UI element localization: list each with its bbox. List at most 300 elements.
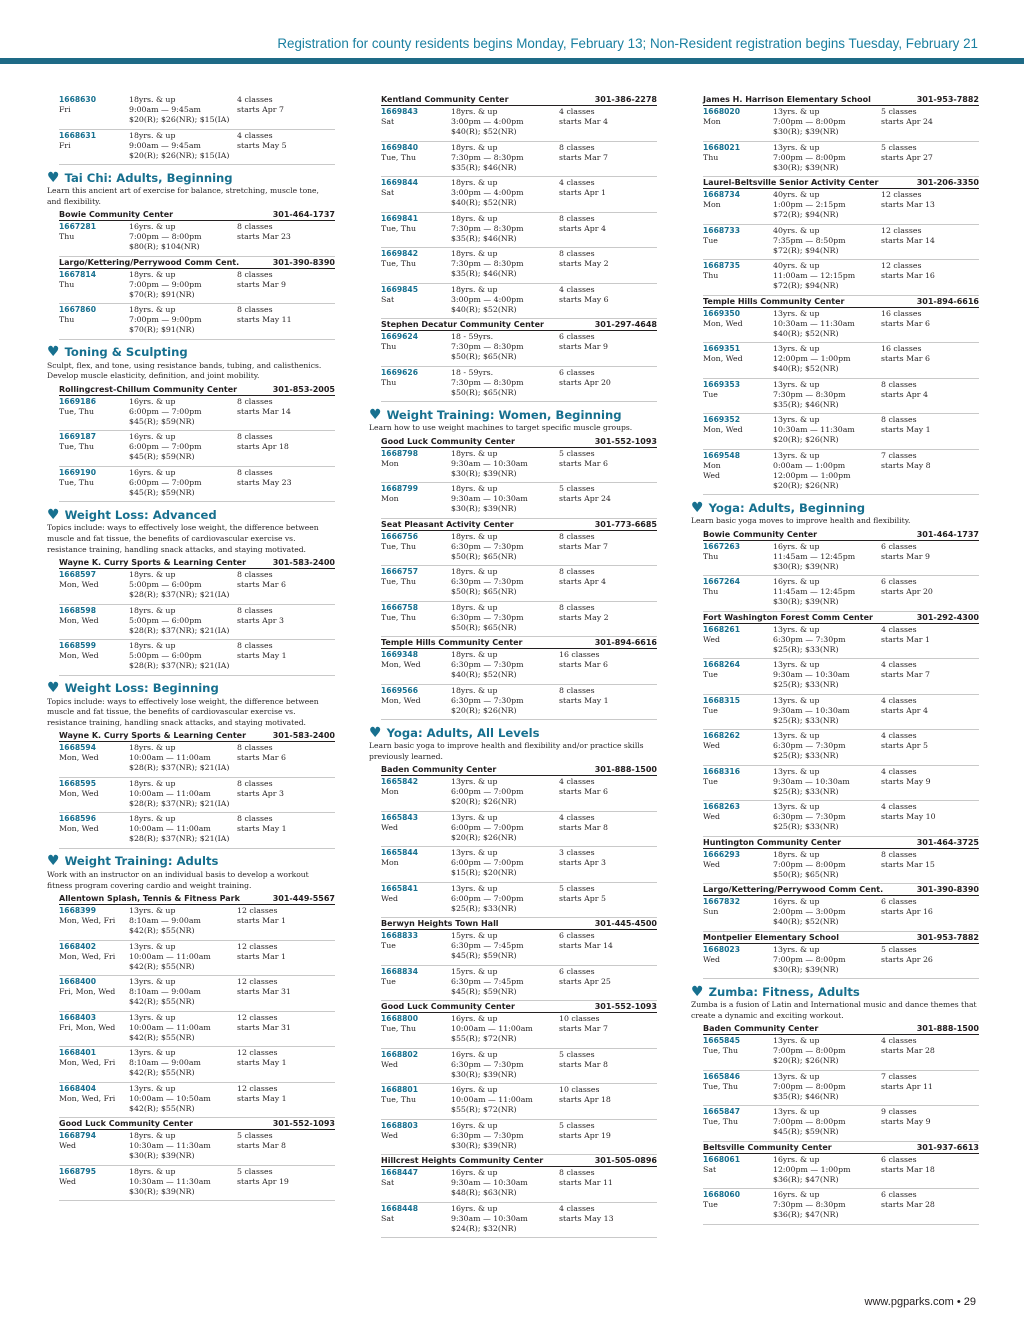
class-row (59, 742, 335, 778)
class-age: 16yrs. & up (451, 1203, 498, 1213)
location-phone: 301-894-6616 (594, 638, 657, 648)
class-days: Mon, Wed (703, 425, 743, 434)
class-fee: $45(R); $59(NR) (129, 452, 195, 462)
class-time: 6:30pm — 7:30pm (451, 695, 524, 705)
class-days: Tue, Thu (59, 406, 95, 416)
class-row (381, 566, 657, 602)
class-count: 8 classes (559, 531, 595, 541)
location-header (59, 209, 335, 221)
class-fee: $30(R); $39(NR) (451, 1140, 517, 1150)
class-start: starts Mar 7 (559, 1024, 608, 1034)
class-count: 5 classes (559, 883, 595, 893)
location-phone: 301-552-1093 (272, 1119, 335, 1129)
class-days: Thu (59, 279, 75, 289)
class-fee: $40(R); $52(NR) (451, 670, 517, 680)
class-code: 1668630 (59, 95, 96, 104)
class-fee: $25(R); $33(NR) (773, 751, 839, 761)
class-start: starts Mar 1 (237, 951, 286, 961)
class-age: 16yrs. & up (773, 541, 820, 551)
class-time: 6:30pm — 7:30pm (451, 577, 524, 587)
class-row (59, 467, 335, 503)
class-age: 18yrs. & up (129, 1131, 176, 1141)
class-start: starts Apr 18 (237, 442, 289, 452)
class-count: 8 classes (237, 222, 273, 232)
class-age: 18yrs. & up (129, 778, 176, 788)
class-count: 4 classes (559, 812, 595, 822)
class-days: Thu (703, 271, 719, 280)
class-fee: $40(R); $52(NR) (451, 304, 517, 314)
class-row (381, 930, 657, 966)
class-age: 13yrs. & up (773, 802, 820, 812)
class-start: starts Mar 6 (559, 458, 608, 468)
heart-icon: ♥ (369, 406, 382, 423)
class-row (381, 883, 657, 919)
class-code: 1669844 (381, 178, 418, 187)
class-start: starts Mar 8 (559, 822, 608, 832)
class-fee: $50(R); $65(NR) (451, 387, 517, 397)
class-code: 1668599 (59, 641, 96, 651)
class-row (59, 1166, 335, 1202)
location-name: Largo/Kettering/Perrywood Comm Cent. (703, 885, 884, 895)
class-row (59, 396, 335, 432)
class-time: 3:00pm — 4:00pm (451, 188, 524, 197)
class-days: Tue, Thu (381, 1024, 417, 1034)
class-count: 12 classes (237, 1048, 278, 1058)
class-fee: $45(R); $59(NR) (129, 416, 195, 426)
class-start: starts Apr 11 (881, 1081, 933, 1091)
class-fee: $20(R); $26(NR) (451, 797, 517, 807)
location-header (59, 557, 335, 569)
class-row (59, 431, 335, 467)
class-age: 13yrs. & up (773, 1036, 820, 1046)
class-time: 7:30pm — 8:30pm (773, 389, 846, 399)
class-count: 10 classes (559, 1085, 600, 1095)
class-fee: $28(R); $37(NR); $21(IA) (129, 661, 230, 671)
location-phone: 301-464-1737 (272, 210, 335, 220)
class-days: Wed (703, 954, 720, 964)
class-days: Mon, Wed (381, 660, 421, 670)
class-time: 10:00am — 11:00am (129, 753, 211, 763)
location-name: Good Luck Community Center (59, 1119, 193, 1129)
class-start: starts May 1 (881, 425, 931, 434)
class-start: starts Mar 6 (559, 660, 608, 670)
class-age: 13yrs. & up (773, 944, 820, 954)
class-fee: $25(R); $33(NR) (773, 786, 839, 796)
class-row (59, 605, 335, 641)
class-row (381, 1167, 657, 1203)
class-fee: $20(R); $26(NR); $15(IA) (129, 150, 230, 160)
class-start: starts Mar 1 (881, 634, 930, 644)
class-fee: $30(R); $39(NR) (451, 504, 517, 514)
class-count: 8 classes (237, 432, 273, 442)
class-code: 1668021 (703, 142, 740, 152)
class-age: 16yrs. & up (773, 1190, 820, 1200)
class-start: starts Apr 5 (559, 893, 606, 903)
section-title-text: Weight Training: Women, Beginning (386, 407, 622, 422)
class-time: 7:00pm — 8:00pm (773, 1046, 846, 1056)
class-start: starts May 1 (237, 651, 287, 661)
class-age: 18yrs. & up (451, 249, 498, 258)
location-phone: 301-583-2400 (272, 731, 335, 741)
class-time: 9:30am — 10:30am (451, 1213, 528, 1223)
class-fee: $28(R); $37(NR); $21(IA) (129, 834, 230, 844)
class-start: starts Mar 8 (559, 1059, 608, 1069)
class-time: 7:30pm — 8:30pm (451, 152, 524, 162)
class-code: 1665846 (703, 1071, 740, 1081)
class-code: 1668598 (59, 605, 96, 615)
class-age: 13yrs. & up (773, 766, 820, 776)
class-code: 1668261 (703, 624, 740, 634)
location-header (381, 1001, 657, 1013)
class-days: Tue, Thu (381, 223, 417, 233)
class-age: 18yrs. & up (129, 814, 176, 824)
class-code: 1665844 (381, 848, 418, 858)
class-count: 4 classes (881, 660, 917, 670)
class-start: starts Apr 1 (559, 188, 606, 197)
class-age: 18 - 59yrs. (451, 332, 494, 341)
class-days: Tue, Thu (381, 577, 417, 587)
class-fee: $20(R); $26(NR) (451, 832, 517, 842)
location-phone: 301-552-1093 (594, 1002, 657, 1012)
class-count: 4 classes (881, 1036, 917, 1046)
location-header (703, 1142, 979, 1154)
class-count: 12 classes (881, 261, 922, 270)
class-count: 5 classes (237, 1131, 273, 1141)
class-count: 6 classes (559, 966, 595, 976)
location-phone: 301-505-0896 (594, 1156, 657, 1166)
heart-icon: ♥ (47, 853, 60, 870)
class-days: Thu (381, 377, 397, 387)
class-fee: $45(R); $59(NR) (773, 1127, 839, 1137)
class-start: starts May 8 (881, 460, 931, 470)
class-time: 11:45am — 12:45pm (773, 551, 856, 561)
location-phone: 301-390-8390 (916, 885, 979, 895)
class-count: 8 classes (559, 249, 595, 258)
class-days: Tue, Thu (703, 1117, 739, 1127)
class-code: 1665845 (703, 1036, 740, 1046)
class-age: 16yrs. & up (773, 577, 820, 587)
class-age: 18yrs. & up (451, 685, 498, 695)
location-phone: 301-390-8390 (272, 257, 335, 267)
class-days: Tue, Thu (381, 259, 417, 268)
class-start: starts Apr 3 (237, 615, 284, 625)
class-code: 1666293 (703, 849, 740, 859)
location-name: Fort Washington Forest Comm Center (703, 612, 873, 622)
location-header (59, 893, 335, 905)
class-row (703, 308, 979, 344)
class-count: 6 classes (881, 1190, 917, 1200)
class-code: 1668060 (703, 1190, 740, 1200)
class-days: Tue, Thu (703, 1046, 739, 1056)
class-time: 6:00pm — 7:00pm (129, 406, 202, 416)
location-name: Baden Community Center (703, 1024, 819, 1034)
location-phone: 301-386-2278 (594, 95, 657, 104)
class-fee: $55(R); $72(NR) (451, 1105, 517, 1115)
class-time: 6:30pm — 7:30pm (773, 634, 846, 644)
class-age: 40yrs. & up (773, 225, 820, 235)
location-name: Beltsville Community Center (703, 1142, 832, 1152)
class-time: 5:00pm — 6:00pm (129, 580, 202, 590)
class-code: 1667264 (703, 577, 740, 587)
class-count: 16 classes (881, 344, 922, 353)
class-age: 18yrs. & up (451, 567, 498, 577)
class-start: starts Apr 3 (559, 858, 606, 868)
class-count: 12 classes (881, 190, 922, 199)
class-code: 1668631 (59, 130, 96, 140)
class-code: 1669842 (381, 249, 418, 258)
class-count: 5 classes (881, 107, 917, 116)
class-count: 12 classes (881, 225, 922, 235)
class-count: 3 classes (559, 848, 595, 858)
location-header (703, 837, 979, 849)
class-fee: $72(R); $94(NR) (773, 210, 839, 219)
heart-icon: ♥ (369, 724, 382, 741)
class-count: 8 classes (881, 415, 917, 424)
class-age: 13yrs. & up (451, 848, 498, 858)
class-count: 12 classes (237, 977, 278, 987)
class-age: 18yrs. & up (129, 130, 176, 140)
class-start: starts Apr 25 (559, 976, 611, 986)
class-days: Tue (703, 705, 718, 715)
class-row (703, 576, 979, 612)
class-age: 13yrs. & up (451, 777, 498, 787)
class-start: starts Apr 26 (881, 954, 933, 964)
class-age: 13yrs. & up (773, 1107, 820, 1117)
class-start: starts Apr 18 (559, 1095, 611, 1105)
class-start: starts Mar 7 (881, 670, 930, 680)
class-count: 6 classes (881, 1154, 917, 1164)
class-age: 18yrs. & up (451, 448, 498, 458)
class-time: 6:00pm — 7:00pm (451, 893, 524, 903)
class-fee: $30(R); $39(NR) (773, 162, 839, 172)
class-start: starts May 13 (559, 1213, 614, 1223)
location-name: Bowie Community Center (59, 210, 174, 220)
class-start: starts Apr 24 (881, 117, 933, 126)
class-fee: $35(R); $46(NR) (451, 233, 517, 243)
class-count: 8 classes (237, 467, 273, 477)
class-count: 4 classes (237, 130, 273, 140)
class-row (703, 379, 979, 415)
location-name: Good Luck Community Center (381, 1002, 515, 1012)
location-header (703, 529, 979, 541)
class-fee: $50(R); $65(NR) (451, 622, 517, 632)
class-time: 6:30pm — 7:30pm (773, 812, 846, 822)
class-fee: $25(R); $33(NR) (773, 680, 839, 690)
class-start: starts Mar 4 (559, 117, 608, 126)
section-title-text: Tai Chi: Adults, Beginning (64, 170, 233, 185)
class-fee: $42(R); $55(NR) (129, 1103, 195, 1113)
class-row (381, 1084, 657, 1120)
class-row (381, 106, 657, 142)
class-row (703, 659, 979, 695)
class-count: 4 classes (881, 624, 917, 634)
section-title-text: Yoga: Adults, Beginning (708, 500, 866, 515)
class-fee: $70(R); $91(NR) (129, 289, 195, 299)
class-row (703, 260, 979, 296)
location-name: Rollingcrest-Chillum Community Center (59, 384, 238, 394)
class-days: Mon, Wed (59, 580, 99, 590)
class-days: Wed (703, 741, 720, 751)
class-start: starts May 1 (237, 1093, 287, 1103)
heart-icon: ♥ (691, 983, 704, 1000)
class-fee: $42(R); $55(NR) (129, 997, 195, 1007)
class-age: 16yrs. & up (129, 222, 176, 232)
class-time: 8:10am — 9:00am (129, 987, 201, 997)
location-name: Berwyn Heights Town Hall (381, 919, 499, 929)
class-age: 18yrs. & up (451, 650, 498, 660)
class-age: 18yrs. & up (773, 849, 820, 859)
class-fee: $72(R); $94(NR) (773, 281, 839, 290)
location-name: Temple Hills Community Center (381, 638, 523, 648)
class-fee: $25(R); $33(NR) (451, 903, 517, 913)
class-code: 1668447 (381, 1168, 418, 1178)
class-fee: $48(R); $63(NR) (451, 1188, 517, 1198)
class-time: 7:00pm — 8:00pm (773, 152, 846, 162)
class-age: 13yrs. & up (773, 379, 820, 389)
class-age: 18yrs. & up (451, 284, 498, 294)
class-time: 7:00pm — 8:00pm (773, 954, 846, 964)
class-count: 12 classes (237, 1012, 278, 1022)
class-start: starts Mar 6 (559, 787, 608, 797)
class-age: 18yrs. & up (129, 305, 176, 315)
class-time: 10:30am — 11:30am (773, 318, 855, 328)
class-days: Mon (703, 460, 721, 470)
class-time: 6:30pm — 7:30pm (773, 741, 846, 751)
class-code: 1668733 (703, 225, 740, 235)
class-days: Mon, Wed, Fri (59, 1058, 116, 1068)
class-count: 4 classes (559, 178, 595, 187)
class-time: 10:00am — 11:00am (129, 951, 211, 961)
class-row (59, 905, 335, 941)
class-row (703, 730, 979, 766)
class-count: 7 classes (881, 450, 917, 460)
class-age: 13yrs. & up (129, 1083, 176, 1093)
class-time: 2:00pm — 3:00pm (773, 907, 846, 917)
class-code: 1666756 (381, 531, 418, 541)
class-start: starts Mar 23 (237, 232, 291, 242)
section-title-text: Toning & Sculpting (64, 345, 188, 360)
class-code: 1669351 (703, 344, 740, 353)
heart-icon: ♥ (691, 499, 704, 516)
class-time: 6:30pm — 7:30pm (451, 660, 524, 670)
class-count: 4 classes (559, 284, 595, 294)
class-row (381, 177, 657, 213)
class-count: 8 classes (559, 1168, 595, 1178)
class-days: Fri (59, 105, 71, 114)
class-fee: $72(R); $94(NR) (773, 245, 839, 255)
class-age: 15yrs. & up (451, 966, 498, 976)
class-fee: $30(R); $39(NR) (773, 561, 839, 571)
class-row (703, 450, 979, 496)
heart-icon: ♥ (47, 169, 60, 186)
class-fee: $42(R); $55(NR) (129, 961, 195, 971)
class-start: starts Apr 16 (881, 907, 933, 917)
class-count: 4 classes (881, 802, 917, 812)
class-age: 18yrs. & up (451, 142, 498, 152)
class-age: 16yrs. & up (129, 396, 176, 406)
class-code: 1668794 (59, 1131, 96, 1141)
class-row (381, 776, 657, 812)
class-age: 40yrs. & up (773, 190, 820, 199)
class-time: 7:00pm — 8:00pm (773, 859, 846, 869)
class-fee: $35(R); $46(NR) (773, 1091, 839, 1101)
class-fee: $50(R); $65(NR) (451, 352, 517, 361)
class-days: Mon, Wed (59, 615, 99, 625)
class-count: 6 classes (881, 541, 917, 551)
class-fee: $40(R); $52(NR) (451, 198, 517, 207)
class-code: 1668802 (381, 1049, 418, 1059)
class-age: 18yrs. & up (451, 602, 498, 612)
class-row (703, 766, 979, 802)
class-row (703, 1189, 979, 1225)
class-time: 10:00am — 10:50am (129, 1093, 211, 1103)
section-title (47, 169, 335, 186)
class-start: starts Apr 4 (559, 577, 606, 587)
class-days: Mon (381, 858, 399, 868)
class-fee: $50(R); $65(NR) (451, 587, 517, 597)
class-fee: $55(R); $72(NR) (451, 1034, 517, 1044)
section-title (47, 506, 335, 523)
class-age: 13yrs. & up (773, 1071, 820, 1081)
class-start: starts May 6 (559, 294, 609, 304)
class-time: 6:30pm — 7:30pm (451, 1059, 524, 1069)
class-start: starts May 1 (559, 695, 609, 705)
class-code: 1668448 (381, 1203, 418, 1213)
class-fee: $30(R); $39(NR) (773, 127, 839, 136)
location-phone: 301-937-6613 (916, 1142, 979, 1152)
class-count: 8 classes (237, 743, 273, 753)
class-days: Tue, Thu (381, 152, 417, 162)
class-count: 8 classes (881, 379, 917, 389)
class-count: 12 classes (237, 941, 278, 951)
class-fee: $70(R); $91(NR) (129, 325, 195, 335)
class-code: 1668596 (59, 814, 96, 824)
class-row (381, 367, 657, 403)
class-row (381, 966, 657, 1002)
class-row (381, 448, 657, 484)
class-start: starts Mar 14 (237, 406, 291, 416)
class-fee: $30(R); $39(NR) (451, 468, 517, 478)
location-header (381, 764, 657, 776)
class-row (381, 1049, 657, 1085)
class-age: 18yrs. & up (129, 605, 176, 615)
class-fee: $50(R); $65(NR) (451, 551, 517, 561)
class-row (703, 1154, 979, 1190)
class-start: starts Apr 19 (237, 1176, 289, 1186)
location-header (59, 257, 335, 269)
class-row (59, 130, 335, 166)
class-start: starts Mar 31 (237, 1022, 291, 1032)
class-time: 12:00pm — 1:00pm (773, 354, 851, 363)
class-time: 11:45am — 12:45pm (773, 587, 856, 597)
class-time: 7:00pm — 9:00pm (129, 279, 202, 289)
class-fee: $28(R); $37(NR); $21(IA) (129, 590, 230, 600)
class-code: 1665843 (381, 812, 418, 822)
class-code: 1669350 (703, 308, 740, 318)
class-count: 5 classes (559, 1120, 595, 1130)
class-code: 1668834 (381, 966, 418, 976)
class-fee: $36(R); $47(NR) (773, 1174, 839, 1184)
class-days: Sat (381, 1213, 395, 1223)
class-age: 16yrs. & up (451, 1014, 498, 1024)
class-start: starts Mar 14 (881, 235, 935, 245)
class-count: 6 classes (559, 931, 595, 941)
class-code: 1669624 (381, 332, 418, 341)
class-time: 10:00am — 11:00am (451, 1024, 533, 1034)
class-code: 1669548 (703, 450, 740, 460)
class-row (703, 1071, 979, 1107)
class-age: 16yrs. & up (451, 1168, 498, 1178)
